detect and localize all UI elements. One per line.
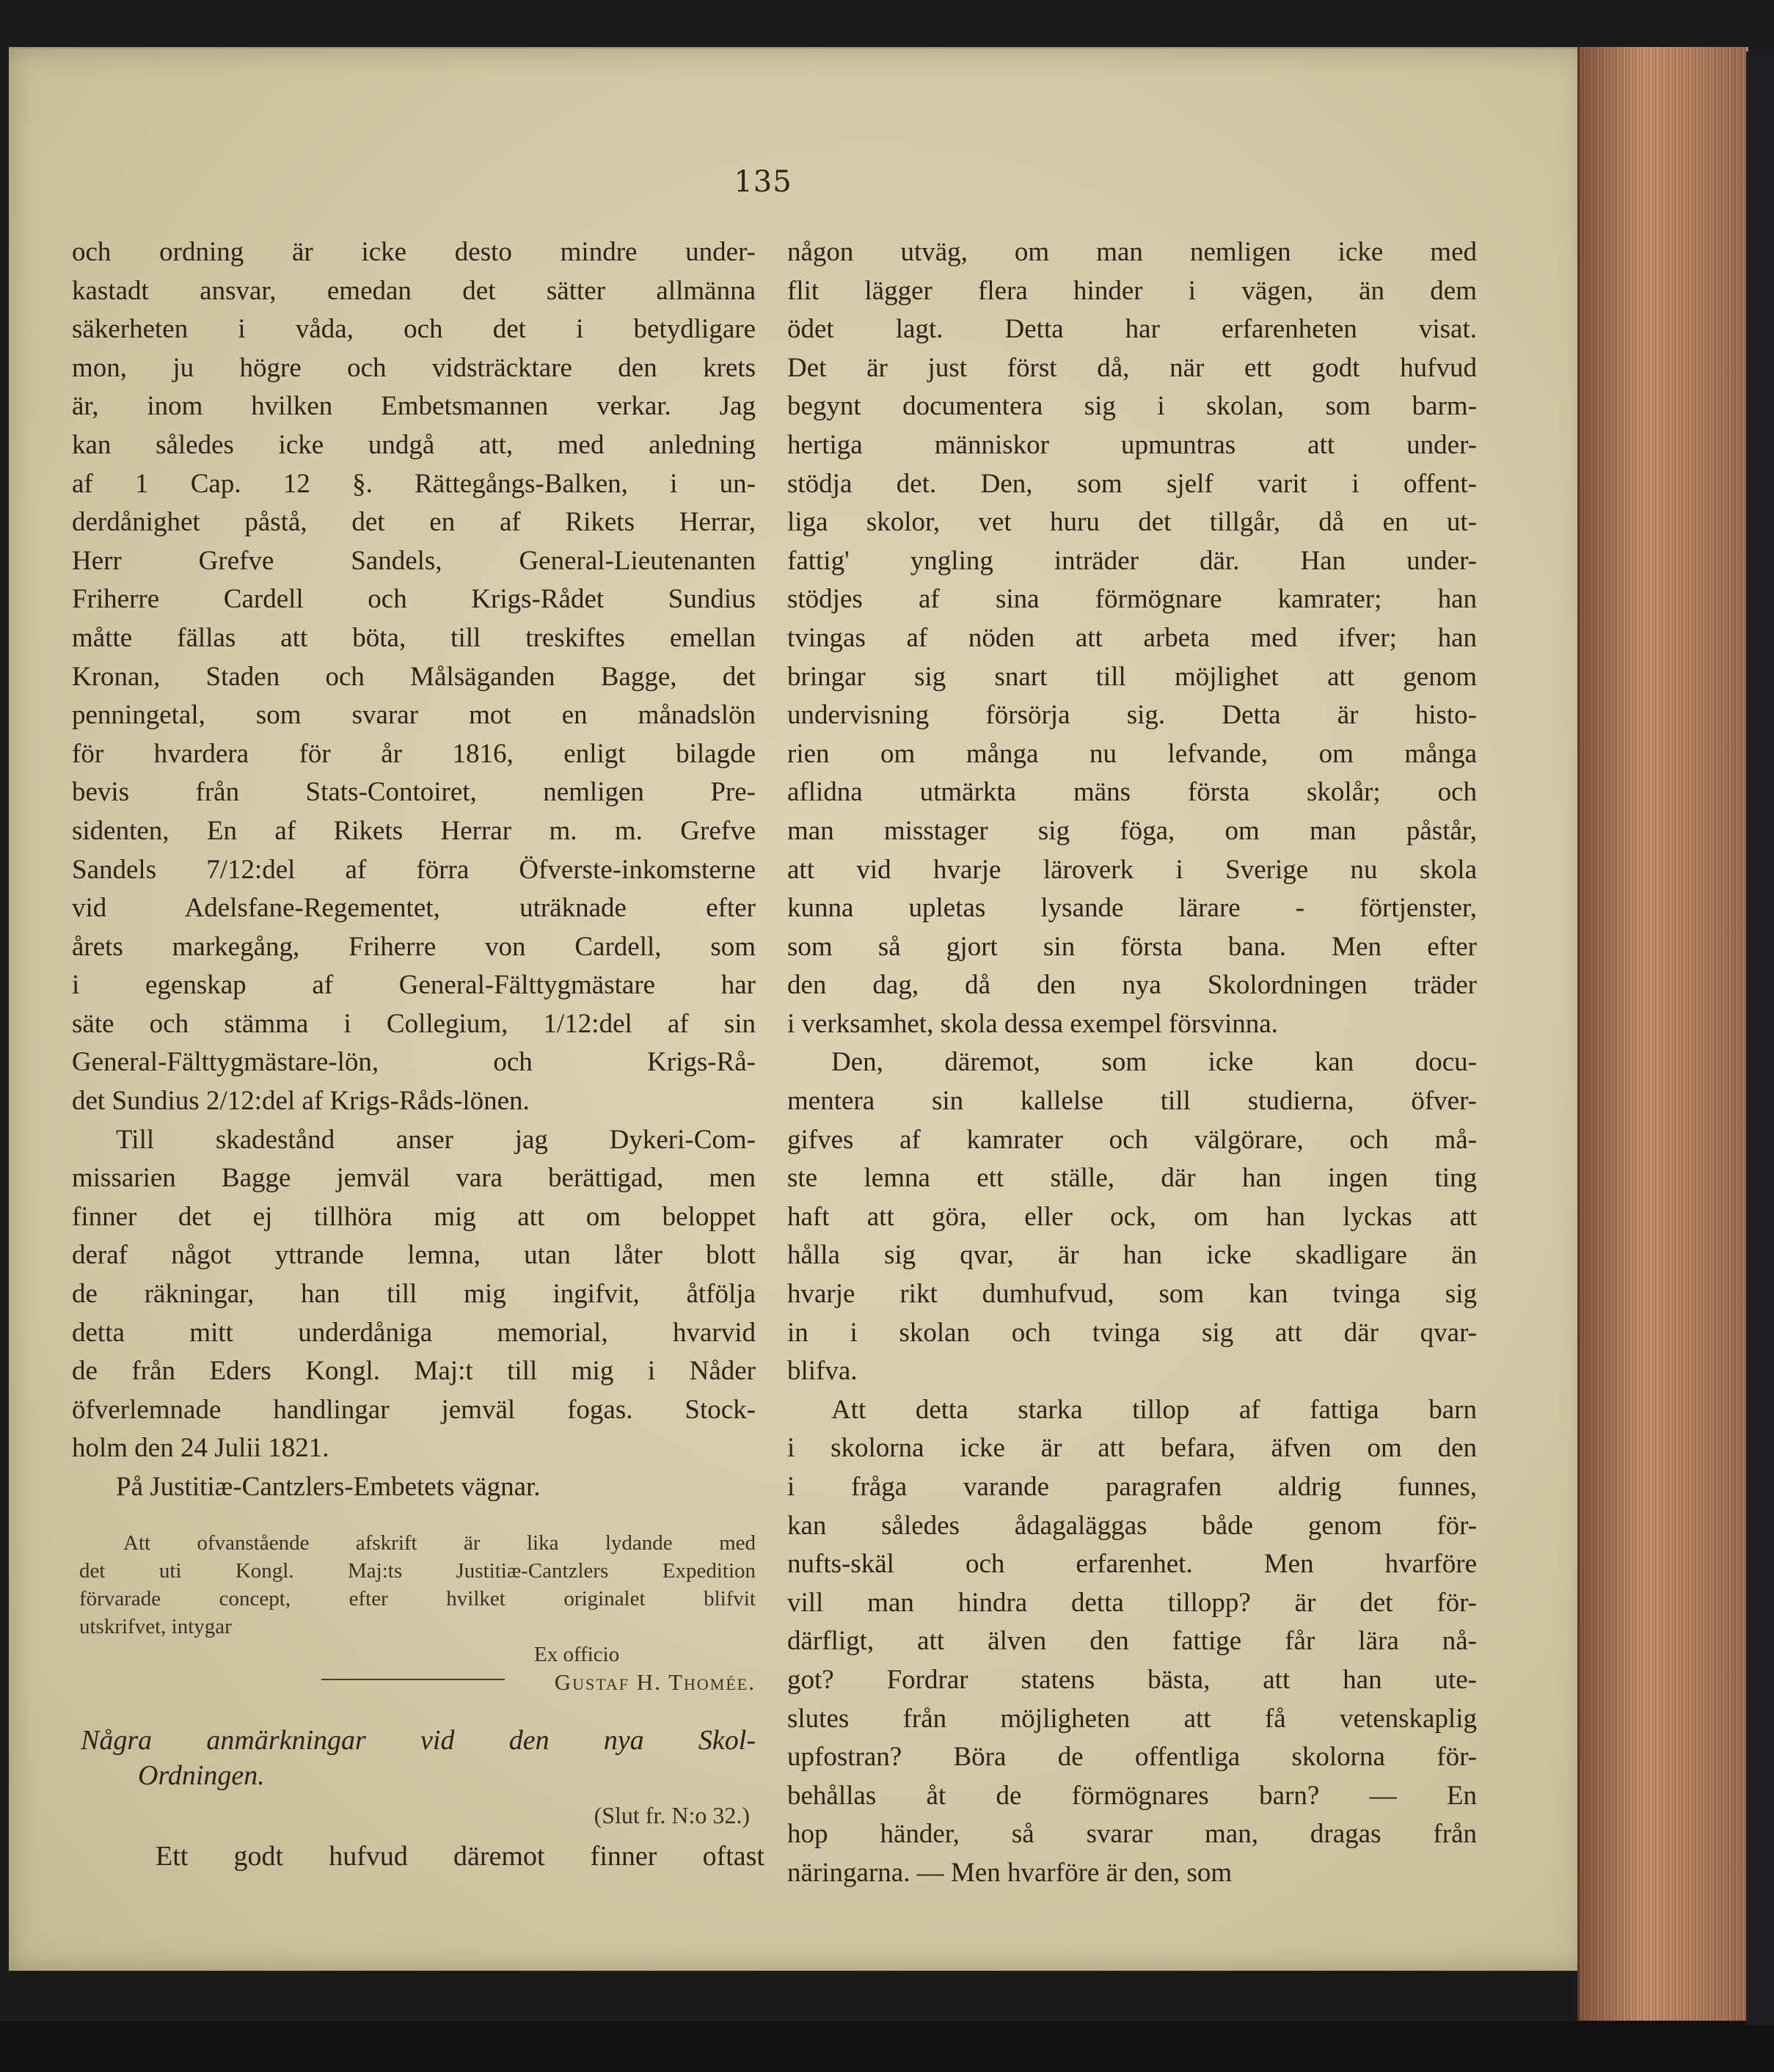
right-column-line: gifves af kamrater och välgörare, och må- — [787, 1124, 1477, 1155]
left-column-line: bevis från Stats-Contoiret, nemligen Pre- — [72, 777, 756, 808]
certification-line: utskrifvet, intygar — [79, 1615, 232, 1638]
left-column — [72, 233, 756, 1507]
right-column-line: kunna upletas lysande lärare - förtjenster, — [787, 893, 1477, 924]
right-column-line: därfligt, att älven den fattige får lära nå- — [787, 1626, 1477, 1657]
left-column-line: årets markegång, Friherre von Cardell, som — [72, 931, 756, 962]
right-column-line: i fråga varande paragrafen aldrig funnes, — [787, 1472, 1477, 1502]
right-column-line: ste lemna ett ställe, där han ingen ting — [787, 1163, 1477, 1194]
page-number: 135 — [734, 165, 792, 199]
left-column-line: sidenten, En af Rikets Herrar m. m. Grefve — [72, 815, 756, 846]
left-column-line: Kronan, Staden och Målsäganden Bagge, det — [72, 661, 756, 692]
right-column-line: hålla sig qvar, är han icke skadligare än — [787, 1240, 1477, 1271]
left-column-line: säkerheten i våda, och det i betydligare — [72, 314, 756, 345]
article-title-line-1: Några anmärkningar vid den nya Skol- — [81, 1725, 756, 1756]
left-column-line: missarien Bagge jemväl vara berättigad, men — [72, 1163, 756, 1194]
left-column-line: detta mitt underdåniga memorial, hvarvid — [72, 1317, 756, 1348]
right-column-line: hop händer, så svarar man, dragas från — [787, 1819, 1477, 1850]
left-column-line: och ordning är icke desto mindre under- — [72, 237, 756, 267]
right-column-line: liga skolor, vet huru det tillgår, då en ut- — [787, 507, 1477, 538]
right-column-line: mentera sin kallelse till studierna, öfver- — [787, 1086, 1477, 1117]
right-column-line: näringarna. — Men hvarföre är den, som — [787, 1857, 1233, 1888]
left-column-line: penningetal, som svarar mot en månadslön — [72, 700, 756, 731]
right-column-line: kan således ådagaläggas både genom för- — [787, 1510, 1477, 1541]
right-column-line: bringar sig snart till möjlighet att genom — [787, 661, 1477, 692]
right-column-line: ödet lagt. Detta har erfarenheten visat. — [787, 314, 1477, 345]
ex-officio: Ex officio — [534, 1643, 620, 1666]
right-column-line: den dag, då den nya Skolordningen träder — [787, 970, 1477, 1001]
right-column-line: i verksamhet, skola dessa exempel försvinna. — [787, 1008, 1278, 1039]
article-first-line: Ett godt hufvud däremot finner oftast — [156, 1841, 764, 1872]
left-column-line: öfverlemnade handlingar jemväl fogas. Stock- — [72, 1394, 756, 1425]
left-column-line: säte och stämma i Collegium, 1/12:del af sin — [72, 1008, 756, 1039]
left-column-line: de från Eders Kongl. Maj:t till mig i Nåder — [72, 1356, 756, 1387]
left-column-line: de räkningar, han till mig ingifvit, åtfölja — [72, 1279, 756, 1310]
right-column-line: aflidna utmärkta mäns första skolår; och — [787, 777, 1477, 808]
left-column-line: vid Adelsfane-Regementet, uträknade efter — [72, 893, 756, 924]
right-column-line: att vid hvarje läroverk i Sverige nu skola — [787, 854, 1477, 885]
left-column-line: mon, ju högre och vidsträcktare den krets — [72, 352, 756, 383]
right-column-line: stödja det. Den, som sjelf varit i offent- — [787, 468, 1477, 499]
right-column-line: Det är just först då, när ett godt hufvud — [787, 352, 1477, 383]
signature: Gustaf H. Thomée. — [554, 1669, 756, 1695]
right-column-line: stödjes af sina förmögnare kamrater; han — [787, 584, 1477, 615]
right-column-line: flit lägger flera hinder i vägen, än dem — [787, 275, 1477, 306]
scan-bottom-edge — [0, 2021, 1774, 2072]
certification-line: Att ofvanstående afskrift är lika lydande med — [123, 1531, 756, 1555]
left-column-line: i egenskap af General-Fälttygmästare har — [72, 970, 756, 1001]
left-column-line: det Sundius 2/12:del af Krigs-Råds-lönen. — [72, 1086, 530, 1117]
left-column-line: deraf något yttrande lemna, utan låter blott — [72, 1240, 756, 1271]
right-column-line: undervisning försörja sig. Detta är histo- — [787, 700, 1477, 731]
certification-line: det uti Kongl. Maj:ts Justitiæ-Cantzlers Expedition — [79, 1559, 756, 1583]
continued-note: (Slut fr. N:o 32.) — [594, 1802, 750, 1828]
left-column-line: General-Fälttygmästare-lön, och Krigs-Rå- — [72, 1047, 756, 1078]
right-column-line: begynt documentera sig i skolan, som barm- — [787, 391, 1477, 422]
right-column-line: tvingas af nöden att arbeta med ifver; han — [787, 622, 1477, 653]
left-column-line: måtte fällas att böta, till treskiftes emellan — [72, 622, 756, 653]
left-column-line: På Justitiæ-Cantzlers-Embetets vägnar. — [116, 1472, 541, 1502]
right-column-line: fattig' yngling inträder där. Han under- — [787, 545, 1477, 576]
left-column-line: finner det ej tillhöra mig att om beloppet — [72, 1201, 756, 1232]
left-column-line: derdånighet påstå, det en af Rikets Herrar, — [72, 507, 756, 538]
left-column-line: kastadt ansvar, emedan det sätter allmänna — [72, 275, 756, 306]
certification-line: förvarade concept, efter hvilket originalet blifvit — [79, 1587, 756, 1610]
right-column-line: nufts-skäl och erfarenhet. Men hvarföre — [787, 1549, 1477, 1580]
left-column-line: Herr Grefve Sandels, General-Lieutenanten — [72, 545, 756, 576]
right-column-line: Att detta starka tillop af fattiga barn — [831, 1394, 1477, 1425]
right-column-line: haft att göra, eller ock, om han lyckas att — [787, 1201, 1477, 1232]
left-column-line: för hvardera för år 1816, enligt bilagde — [72, 738, 756, 769]
right-column-line: någon utväg, om man nemligen icke med — [787, 237, 1477, 267]
right-column-line: got? Fordrar statens bästa, att han ute- — [787, 1664, 1477, 1695]
left-column-line: holm den 24 Julii 1821. — [72, 1433, 329, 1464]
section-divider — [321, 1679, 505, 1680]
right-column-line: i skolorna icke är att befara, äfven om den — [787, 1433, 1477, 1464]
right-column-line: vill man hindra detta tillopp? är det för- — [787, 1587, 1477, 1618]
certification-block — [79, 1529, 756, 1702]
right-column-line: man misstager sig föga, om man påstår, — [787, 815, 1477, 846]
article-heading — [81, 1723, 756, 1793]
right-margin-dark — [1746, 51, 1774, 2025]
left-column-line: Till skadestånd anser jag Dykeri-Com- — [116, 1124, 756, 1155]
right-column-line: som så gjort sin första bana. Men efter — [787, 931, 1477, 962]
right-column-line: blifva. — [787, 1356, 858, 1387]
right-column — [787, 233, 1477, 1893]
left-column-line: Sandels 7/12:del af förra Öfverste-inkomsterne — [72, 854, 756, 885]
left-column-line: kan således icke undgå att, med anledning — [72, 429, 756, 460]
left-column-line: Friherre Cardell och Krigs-Rådet Sundius — [72, 584, 756, 615]
right-column-line: hvarje rikt dumhufvud, som kan tvinga sig — [787, 1279, 1477, 1310]
certification-text — [79, 1529, 756, 1641]
right-column-line: upfostran? Böra de offentliga skolorna för- — [787, 1742, 1477, 1773]
right-column-line: Den, däremot, som icke kan docu- — [831, 1047, 1477, 1078]
left-column-line: af 1 Cap. 12 §. Rättegångs-Balken, i un- — [72, 468, 756, 499]
page-edges-shadow — [1577, 47, 1746, 2021]
left-column-line: är, inom hvilken Embetsmannen verkar. Jag — [72, 391, 756, 422]
right-column-line: rien om många nu lefvande, om många — [787, 738, 1477, 769]
right-column-line: in i skolan och tvinga sig att där qvar- — [787, 1317, 1477, 1348]
right-column-line: slutes från möjligheten att få vetenskaplig — [787, 1703, 1477, 1734]
right-column-line: hertiga människor upmuntras att under- — [787, 429, 1477, 460]
article-title-line-2: Ordningen. — [138, 1760, 265, 1791]
right-column-line: behållas åt de förmögnares barn? — En — [787, 1780, 1477, 1811]
